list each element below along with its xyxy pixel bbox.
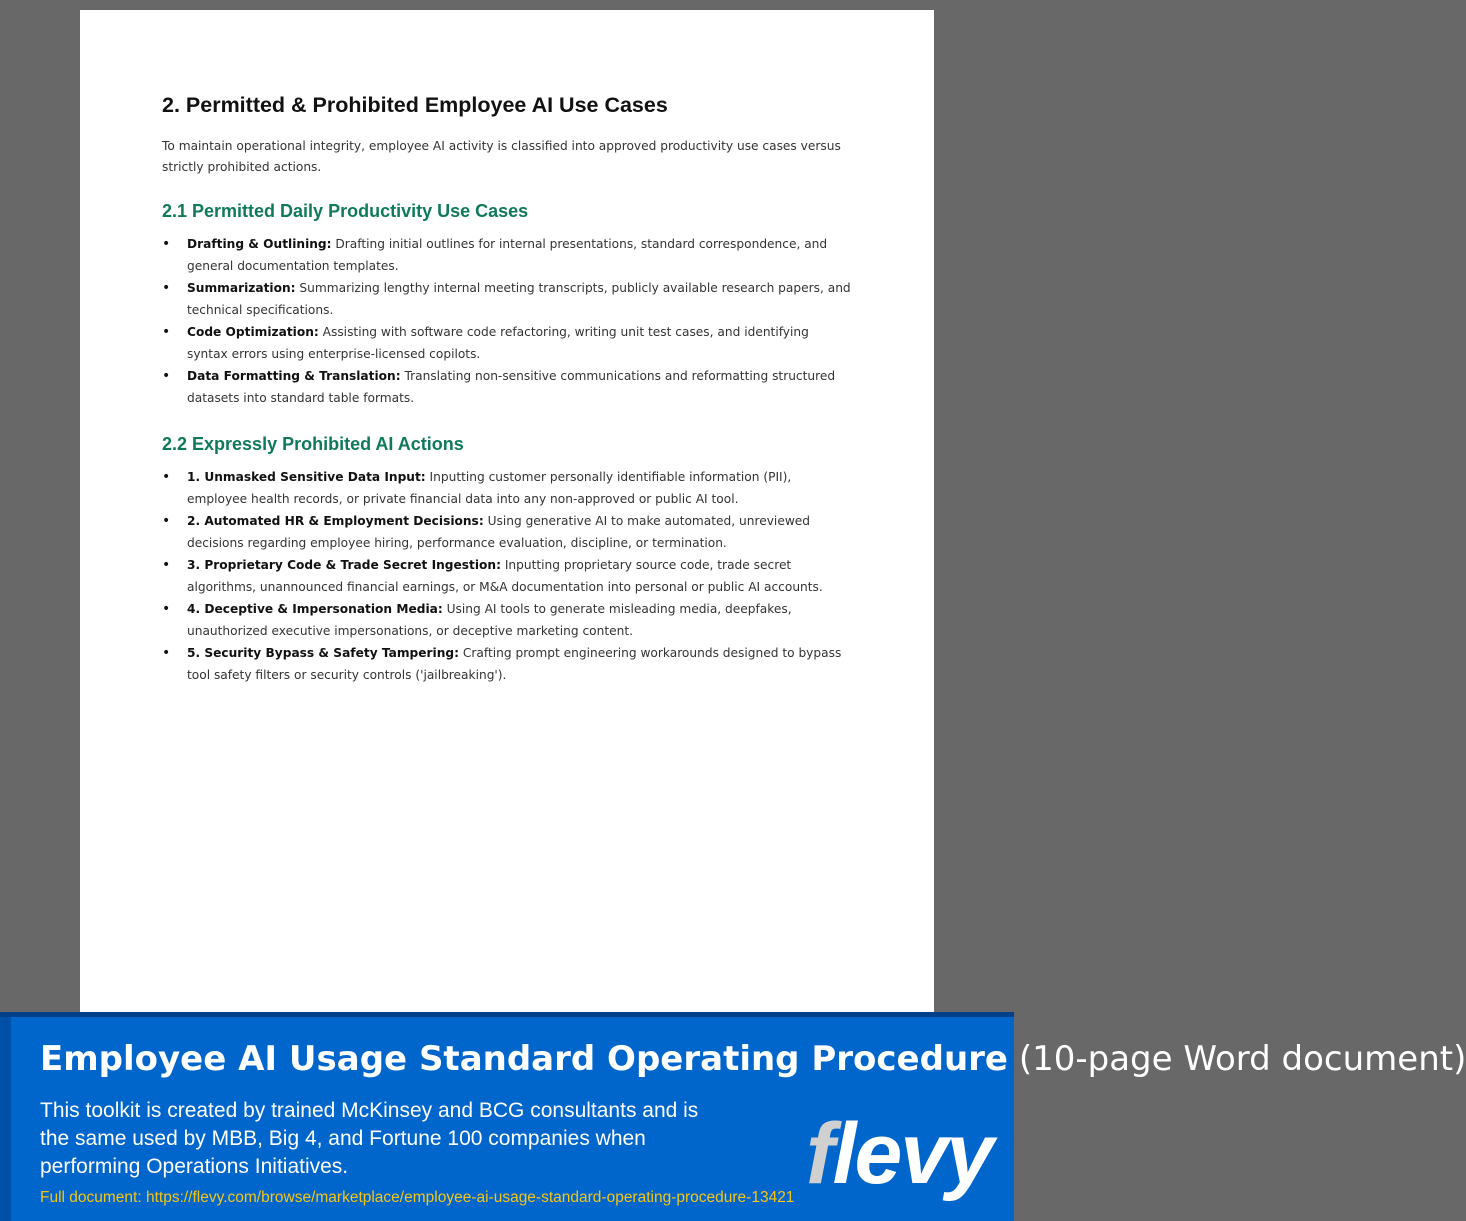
document-content	[162, 90, 852, 687]
bullet-icon: •	[162, 513, 171, 529]
bullet-icon: •	[162, 645, 171, 661]
list-item	[162, 555, 852, 598]
list-item	[162, 322, 852, 365]
item-term: 3. Proprietary Code & Trade Secret Ingestion:	[187, 558, 501, 572]
item-term: 5. Security Bypass & Safety Tampering:	[187, 646, 460, 660]
bullet-icon: •	[162, 557, 171, 573]
bullet-icon: •	[162, 601, 171, 617]
list-item	[162, 643, 852, 686]
banner-title-bold: Employee AI Usage Standard Operating Procedure	[40, 1039, 1008, 1079]
item-term: 2. Automated HR & Employment Decisions:	[187, 514, 484, 528]
list-item	[162, 366, 852, 409]
prohibited-heading: 2.2 Expressly Prohibited AI Actions	[162, 434, 464, 454]
item-text: Translating non-sensitive communications and reformatting structured datasets into standard table formats.	[187, 369, 836, 405]
item-term: Data Formatting & Translation:	[187, 369, 401, 383]
item-term: Drafting & Outlining:	[187, 237, 332, 251]
item-term: Code Optimization:	[187, 325, 319, 339]
intro-paragraph: To maintain operational integrity, employee AI activity is classified into approved productivity use cases versus strictly prohibited actions.	[162, 139, 841, 174]
permitted-heading: 2.1 Permitted Daily Productivity Use Cases	[162, 201, 529, 221]
banner-title-light: (10-page Word document)	[1018, 1039, 1466, 1079]
list-item	[162, 278, 852, 321]
item-text: Summarizing lengthy internal meeting transcripts, publicly available research papers, and technical specifications.	[187, 281, 851, 317]
bullet-icon: •	[162, 280, 171, 296]
list-item	[162, 467, 852, 510]
flevy-logo[interactable]	[806, 1106, 993, 1202]
item-term: Summarization:	[187, 281, 296, 295]
item-text: Crafting prompt engineering workarounds designed to bypass tool safety filters or security controls ('jailbreaking').	[187, 646, 842, 682]
item-text: Inputting proprietary source code, trade secret algorithms, unannounced financial earnings, or M&A documentation into personal or public AI accounts.	[187, 558, 823, 594]
logo-letter-f: f	[806, 1106, 833, 1202]
item-text: Using AI tools to generate misleading media, deepfakes, unauthorized executive impersonations, or deceptive marketing content.	[187, 602, 792, 638]
list-item	[162, 234, 852, 277]
item-text: Inputting customer personally identifiable information (PII), employee health records, or private financial data into any non-approved or public AI tool.	[187, 470, 792, 506]
promo-banner	[0, 1012, 1466, 1221]
item-term: 1. Unmasked Sensitive Data Input:	[187, 470, 426, 484]
item-text: Assisting with software code refactoring, writing unit test cases, and identifying syntax errors using enterprise-licensed copilots.	[187, 325, 809, 361]
banner-title	[40, 1039, 1466, 1079]
document-page	[80, 10, 934, 1012]
item-text: Using generative AI to make automated, unreviewed decisions regarding employee hiring, performance evaluation, discipline, or termination.	[187, 514, 811, 550]
bullet-icon: •	[162, 368, 171, 384]
prohibited-list	[162, 467, 852, 686]
banner-accent-strip	[0, 1017, 11, 1221]
full-document-link[interactable]: Full document: https://flevy.com/browse/marketplace/employee-ai-usage-standard-operating-procedure-13421	[40, 1189, 795, 1206]
item-term: 4. Deceptive & Impersonation Media:	[187, 602, 443, 616]
banner-description: This toolkit is created by trained McKinsey and BCG consultants and is the same used by MBB, Big 4, and Fortune 100 companies when performing Operations Initiatives.	[40, 1099, 699, 1178]
item-text: Drafting initial outlines for internal presentations, standard correspondence, and general documentation templates.	[187, 237, 828, 273]
permitted-list	[162, 234, 852, 409]
list-item	[162, 511, 852, 554]
list-item	[162, 599, 852, 642]
logo-letters-rest: levy	[832, 1106, 993, 1202]
bullet-icon: •	[162, 236, 171, 252]
bullet-icon: •	[162, 324, 171, 340]
bullet-icon: •	[162, 469, 171, 485]
section-title: 2. Permitted & Prohibited Employee AI Use Cases	[162, 93, 668, 117]
